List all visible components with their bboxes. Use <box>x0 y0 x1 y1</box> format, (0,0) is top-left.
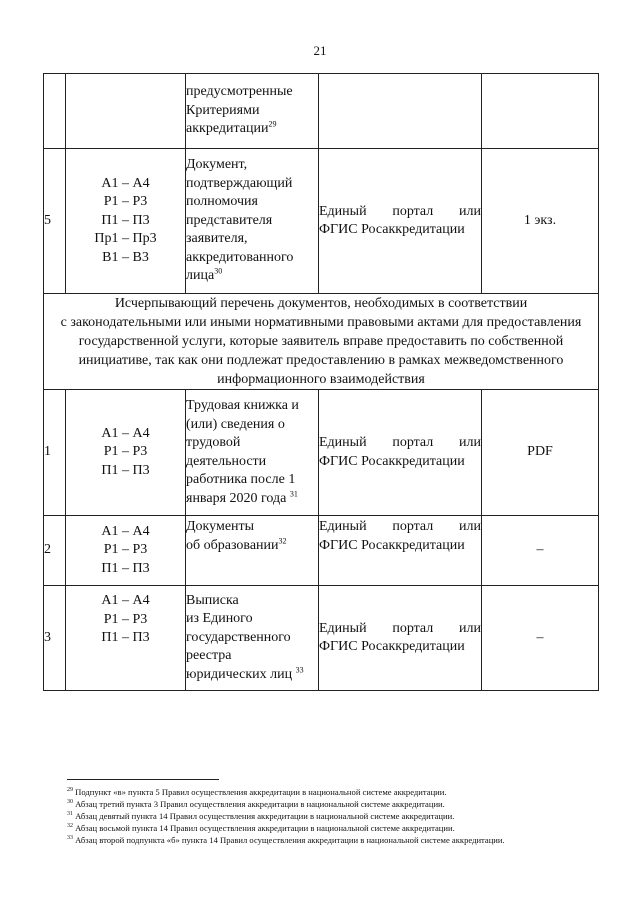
cell-document: Документы об образовании$^{32}$ <box>186 516 319 586</box>
table-row <box>44 74 599 149</box>
page-number: 21 <box>313 43 327 58</box>
footnote-ref: 32 <box>278 535 287 545</box>
footnotes <box>67 779 505 846</box>
cell-count <box>482 74 599 149</box>
cell-source: Единый портал или ФГИС Росаккредитации <box>319 586 482 691</box>
footnote-ref: 31 <box>289 488 298 498</box>
cell-categories: А1 – А4 Р1 – Р3 П1 – П3 <box>66 516 186 586</box>
cell-number <box>44 74 66 149</box>
footnote-separator <box>67 779 219 780</box>
table-row <box>44 149 599 294</box>
cell-number: 3 <box>44 586 66 691</box>
cell-number: 1 <box>44 390 66 516</box>
cell-source: Единый портал или ФГИС Росаккредитации <box>319 516 482 586</box>
footnote: $^{31}$ Абзац девятый пункта 14 Правил осуществления аккредитации в национальной системе аккредитации. <box>67 811 455 821</box>
cell-document: Документ, подтверждающий полномочия представителя заявителя, аккредитованного лица$^{30}$ <box>186 149 319 294</box>
section-heading: Исчерпывающий перечень документов, необходимых в соответствии с законодательными или иными нормативными правовыми актами для предоставления государственной услуги, которые заявитель вправе предоставить по собственной инициативе, так как они подлежат предоставлению в рамках межведомственного информационного взаимодействия <box>44 294 599 390</box>
cell-format: – <box>482 516 599 586</box>
footnote-ref: 33 <box>295 665 304 675</box>
footnote: $^{30}$ Абзац третий пункта 3 Правил осуществления аккредитации в национальной системе аккредитации. <box>67 799 445 809</box>
cell-document: Выписка из Единого государственного реестра юридических лиц $^{33}$ <box>186 586 319 691</box>
cell-document: предусмотренные Критериями аккредитации$^{29}$ <box>186 74 319 149</box>
footnote-ref: 29 <box>268 119 277 129</box>
footnote-ref: 30 <box>214 266 223 276</box>
table-row <box>44 390 599 516</box>
footnote: $^{33}$ Абзац второй подпункта «б» пункта 14 Правил осуществления аккредитации в национальной системе аккредитации. <box>67 835 505 845</box>
cell-number: 5 <box>44 149 66 294</box>
footnote: $^{29}$ Подпункт «в» пункта 5 Правил осуществления аккредитации в национальной системе аккредитации. <box>67 787 447 797</box>
table-row <box>44 516 599 586</box>
documents-table <box>43 73 599 691</box>
cell-categories: А1 – А4 Р1 – Р3 П1 – П3 <box>66 586 186 691</box>
cell-number: 2 <box>44 516 66 586</box>
section-heading-row <box>44 294 599 390</box>
footnote: $^{32}$ Абзац восьмой пункта 14 Правил осуществления аккредитации в национальной системе аккредитации. <box>67 823 455 833</box>
cell-count: 1 экз. <box>482 149 599 294</box>
cell-document: Трудовая книжка и (или) сведения о трудовой деятельности работника после 1 января 2020 года $^{31}$ <box>186 390 319 516</box>
cell-source <box>319 74 482 149</box>
cell-format: – <box>482 586 599 691</box>
table-row <box>44 586 599 691</box>
cell-categories: А1 – А4 Р1 – Р3 П1 – П3 <box>66 390 186 516</box>
cell-categories: А1 – А4 Р1 – Р3 П1 – П3 Пр1 – Пр3 В1 – В3 <box>66 149 186 294</box>
cell-categories <box>66 74 186 149</box>
cell-format: PDF <box>482 390 599 516</box>
cell-source: Единый портал или ФГИС Росаккредитации <box>319 149 482 294</box>
cell-source: Единый портал или ФГИС Росаккредитации <box>319 390 482 516</box>
